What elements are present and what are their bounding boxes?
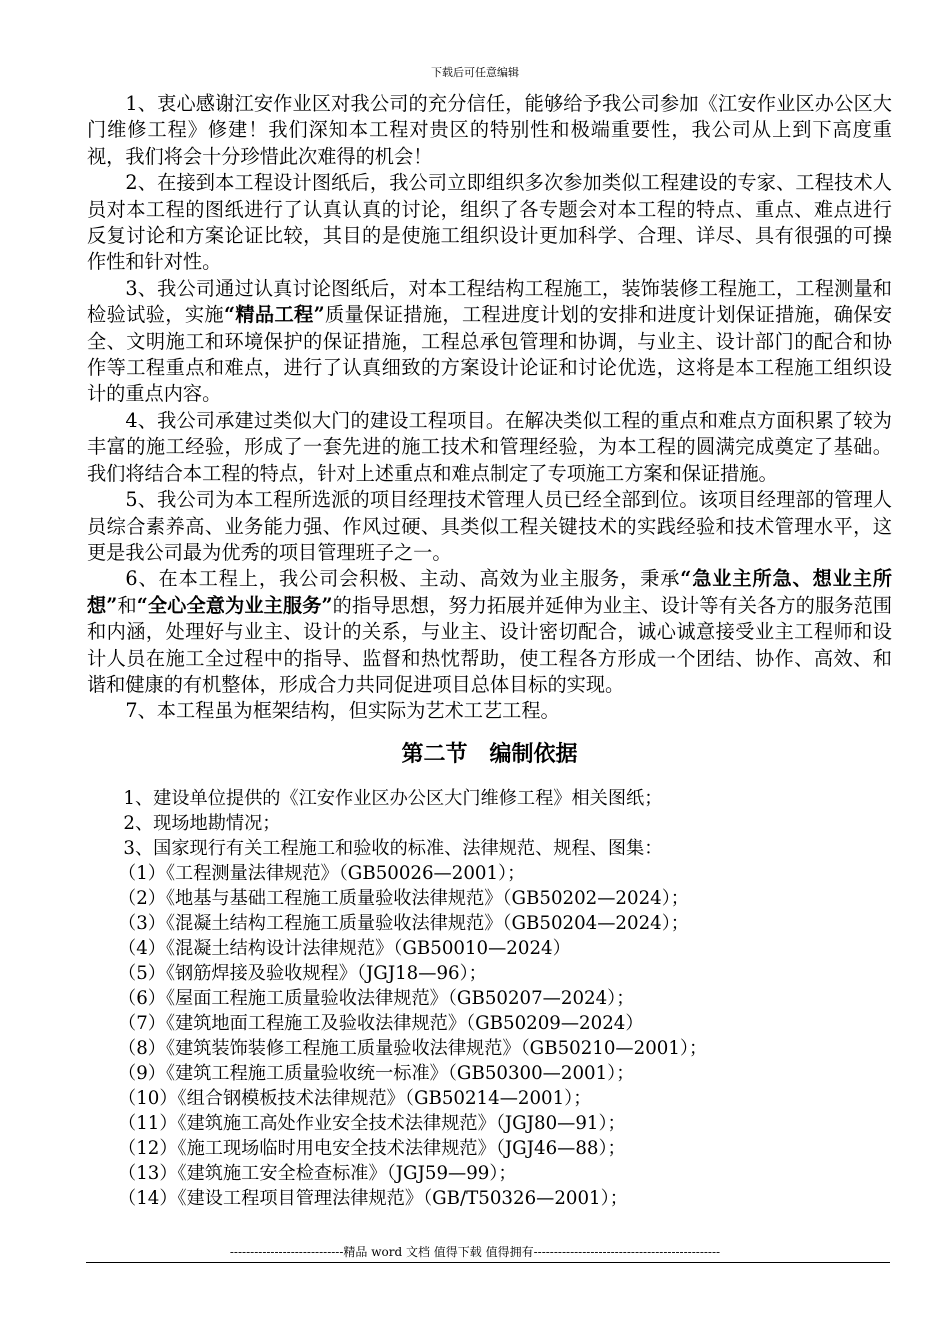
paragraph-text: 和 bbox=[117, 593, 137, 617]
paragraph bbox=[87, 698, 892, 724]
standard-item: （13）《建筑施工安全检查标准》（JGJ59—99）； bbox=[118, 1162, 517, 1184]
standard-item: （9）《建筑工程施工质量验收统一标准》（GB50300—2001）； bbox=[118, 1062, 635, 1084]
paragraph-text: 3、我公司通过认真讨论图纸后，对本工程结构工程施工，装饰装修工程施工，工程测量和检验试验，实施 bbox=[87, 276, 892, 327]
page-footer: ----------------------------精品 word 文档 值得下载 值得拥有---------------------------------------------- bbox=[229, 1245, 721, 1259]
standard-item: （2）《地基与基础工程施工质量验收法律规范》（GB50202—2024）； bbox=[118, 887, 689, 909]
basis-item: 3、国家现行有关工程施工和验收的标准、法律规范、规程、图集： bbox=[123, 837, 663, 859]
standard-item: （6）《屋面工程施工质量验收法律规范》（GB50207—2024）； bbox=[118, 987, 635, 1009]
paragraph-text: 2、在接到本工程设计图纸后，我公司立即组织多次参加类似工程建设的专家、工程技术人员对本工程的图纸进行了认真认真的讨论，组织了各专题会对本工程的特点、重点、难点进行反复讨论和方案论证比较，其目的是使施工组织设计更加科学、合理、详尽、具有很强的可操作性和针对性。 bbox=[87, 171, 892, 274]
paragraph-text: 6、在本工程上，我公司会积极、主动、高效为业主服务，秉承 bbox=[125, 567, 681, 591]
standard-item: （10）《组合钢模板技术法律规范》（GB50214—2001）； bbox=[118, 1087, 592, 1109]
paragraph bbox=[87, 566, 892, 698]
intro-paragraphs bbox=[87, 91, 892, 725]
standard-item: （14）《建设工程项目管理法律规范》（GB/T50326—2001）； bbox=[118, 1187, 628, 1209]
standard-item: （4）《混凝土结构设计法律规范》（GB50010—2024） bbox=[118, 937, 571, 959]
standard-item: （12）《施工现场临时用电安全技术法律规范》（JGJ46—88）； bbox=[118, 1137, 626, 1159]
paragraph bbox=[87, 408, 892, 487]
paragraph bbox=[87, 170, 892, 276]
standard-item: （11）《建筑施工高处作业安全技术法律规范》（JGJ80—91）； bbox=[118, 1112, 626, 1134]
emphasis-text: “全心全意为业主服务” bbox=[136, 593, 333, 617]
paragraph-text: 的指导思想，努力拓展并延伸为业主、设计等有关各方的服务范围和内涵，处理好与业主、设计的关系，与业主、设计密切配合，诚心诚意接受业主工程师和设计人员在施工全过程中的指导、监督和热忱帮助，使工程各方形成一个团结、协作、高效、和谐和健康的有机整体，形成合力共同促进项目总体目标的实现。 bbox=[87, 593, 893, 696]
standard-item: （8）《建筑装饰装修工程施工质量验收法律规范》（GB50210—2001）； bbox=[118, 1037, 708, 1059]
standard-item: （5）《钢筋焊接及验收规程》（JGJ18—96）； bbox=[118, 962, 487, 984]
paragraph-text: 4、我公司承建过类似大门的建设工程项目。在解决类似工程的重点和难点方面积累了较为丰富的施工经验，形成了一套先进的施工技术和管理经验，为本工程的圆满完成奠定了基础。我们将结合本工程的特点，针对上述重点和难点制定了专项施工方案和保证措施。 bbox=[87, 408, 892, 485]
paragraph-text: 5、我公司为本工程所选派的项目经理技术管理人员已经全部到位。该项目经理部的管理人员综合素养高、业务能力强、作风过硬、具类似工程关键技术的实践经验和技术管理水平，这更是我公司最为优秀的项目管理班子之一。 bbox=[87, 488, 892, 564]
footer-divider bbox=[86, 1262, 890, 1263]
paragraph bbox=[87, 91, 892, 170]
paragraph-text: 质量保证措施，工程进度计划的安排和进度计划保证措施，确保安全、文明施工和环境保护的保证措施，工程总承包管理和协调，与业主、设计部门的配合和协作等工程重点和难点，进行了认真细致的方案设计论证和讨论优选，这将是本工程施工组织设计的重点内容。 bbox=[87, 303, 893, 406]
standard-item: （3）《混凝土结构工程施工质量验收法律规范》（GB50204—2024）； bbox=[118, 912, 689, 934]
emphasis-text: “精品工程” bbox=[223, 303, 325, 327]
standards-list bbox=[87, 861, 892, 1211]
basis-list bbox=[87, 786, 892, 861]
page-header: 下载后可任意编辑 bbox=[431, 66, 519, 79]
section-title: 第二节 编制依据 bbox=[401, 741, 578, 767]
standard-item: （1）《工程测量法律规范》（GB50026—2001）； bbox=[118, 862, 526, 884]
paragraph-text: 1、衷心感谢江安作业区对我公司的充分信任，能够给予我公司参加《江安作业区办公区大门维修工程》修建！我们深知本工程对贵区的特别性和极端重要性，我公司从上到下高度重视，我们将会十分珍惜此次难得的机会！ bbox=[87, 92, 892, 168]
paragraph bbox=[87, 276, 892, 408]
basis-item: 2、现场地勘情况； bbox=[123, 812, 281, 834]
paragraph-text: 7、本工程虽为框架结构，但实际为艺术工艺工程。 bbox=[125, 699, 560, 723]
standard-item: （7）《建筑地面工程施工及验收法律规范》（GB50209—2024） bbox=[118, 1012, 644, 1034]
document-body bbox=[87, 91, 892, 1211]
paragraph bbox=[87, 487, 892, 566]
basis-item: 1、建设单位提供的《江安作业区办公区大门维修工程》相关图纸； bbox=[123, 787, 663, 809]
emphasis-text: “急业主所急、想业主所想” bbox=[87, 567, 892, 617]
